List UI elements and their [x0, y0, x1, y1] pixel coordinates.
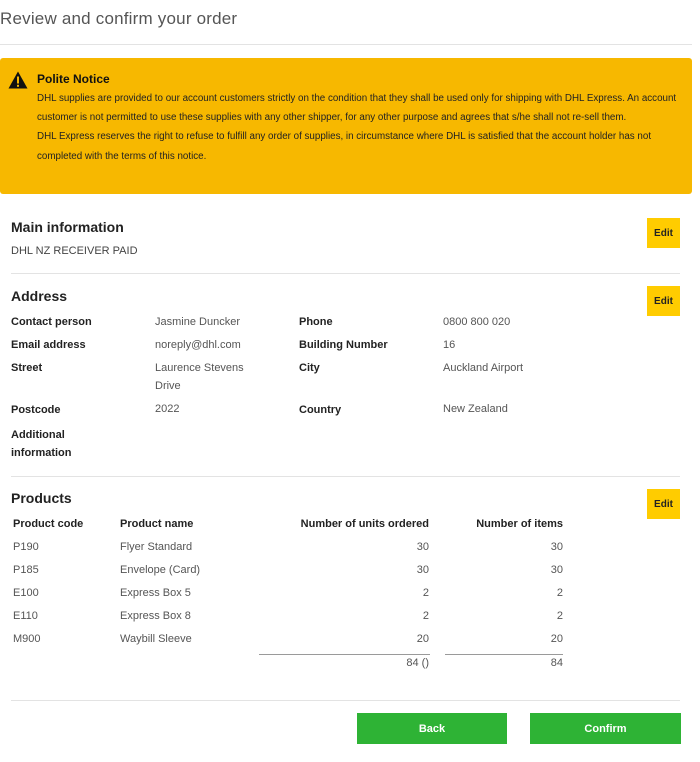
product-name-cell: Express Box 5 — [120, 587, 191, 599]
product-items-cell: 30 — [550, 564, 563, 576]
product-units-cell: 30 — [416, 564, 429, 576]
edit-address-button[interactable]: Edit — [647, 286, 680, 316]
units-total-line — [259, 654, 430, 655]
product-name-cell: Waybill Sleeve — [120, 633, 192, 645]
notice-paragraph: DHL supplies are provided to our account customers strictly on the condition that they shall be used only for shipping with DHL Express. An account customer is not permitted to use these supplies with any other shipper, for any other purpose and agrees that s/he shall not re-sell them. — [37, 93, 677, 124]
product-units-cell: 30 — [416, 541, 429, 553]
title-divider — [0, 44, 692, 45]
product-name-cell: Flyer Standard — [120, 541, 193, 553]
edit-products-button[interactable]: Edit — [647, 489, 680, 519]
additional-info-label: Additional information — [11, 429, 72, 459]
address-title: Address — [11, 288, 68, 304]
country-label: Country — [299, 404, 342, 416]
product-units-cell: 2 — [422, 610, 429, 622]
page-title: Review and confirm your order — [0, 9, 238, 28]
product-units-cell: 20 — [416, 633, 429, 645]
polite-notice — [0, 58, 692, 194]
col-product-name: Product name — [120, 518, 194, 530]
postcode-label: Postcode — [11, 404, 61, 416]
col-product-code: Product code — [13, 518, 84, 530]
street-value: Laurence Stevens Drive — [155, 362, 244, 392]
section-divider — [11, 476, 680, 477]
notice-title: Polite Notice — [37, 72, 110, 86]
product-code-cell: P190 — [13, 541, 39, 553]
phone-value: 0800 800 020 — [443, 316, 511, 328]
product-name-cell: Express Box 8 — [120, 610, 191, 622]
city-label: City — [299, 362, 320, 374]
items-total-line — [445, 654, 563, 655]
country-value: New Zealand — [443, 403, 508, 415]
section-divider — [11, 273, 680, 274]
product-code-cell: E110 — [13, 610, 38, 622]
postcode-value: 2022 — [155, 403, 180, 415]
col-units-ordered: Number of units ordered — [300, 518, 429, 530]
total-units: 84 () — [406, 657, 429, 669]
product-items-cell: 2 — [556, 610, 563, 622]
building-number-label: Building Number — [299, 339, 388, 351]
edit-main-info-button[interactable]: Edit — [647, 218, 680, 248]
section-divider — [11, 700, 680, 701]
product-units-cell: 2 — [422, 587, 429, 599]
notice-body — [37, 89, 685, 166]
account-name: DHL NZ RECEIVER PAID — [11, 245, 138, 257]
product-items-cell: 30 — [550, 541, 563, 553]
main-info-title: Main information — [11, 219, 124, 235]
street-label: Street — [11, 362, 43, 374]
products-title: Products — [11, 490, 72, 506]
product-code-cell: M900 — [13, 633, 41, 645]
total-items: 84 — [550, 657, 563, 669]
product-code-cell: E100 — [13, 587, 39, 599]
email-value: noreply@dhl.com — [155, 339, 241, 351]
confirm-button[interactable]: Confirm — [530, 713, 681, 744]
warning-icon — [8, 71, 28, 89]
back-button[interactable]: Back — [357, 713, 507, 744]
product-items-cell: 20 — [550, 633, 563, 645]
phone-label: Phone — [299, 316, 333, 328]
notice-paragraph: DHL Express reserves the right to refuse to fulfill any order of supplies, in circumstance where DHL is satisfied that the account holder has not completed with the terms of this notice. — [37, 131, 652, 162]
product-name-cell: Envelope (Card) — [120, 564, 201, 576]
product-items-cell: 2 — [556, 587, 563, 599]
contact-person-value: Jasmine Duncker — [155, 316, 240, 328]
email-label: Email address — [11, 339, 86, 351]
product-code-cell: P185 — [13, 564, 39, 576]
city-value: Auckland Airport — [443, 362, 524, 374]
col-number-items: Number of items — [476, 518, 563, 530]
contact-person-label: Contact person — [11, 316, 92, 328]
building-number-value: 16 — [443, 339, 456, 351]
